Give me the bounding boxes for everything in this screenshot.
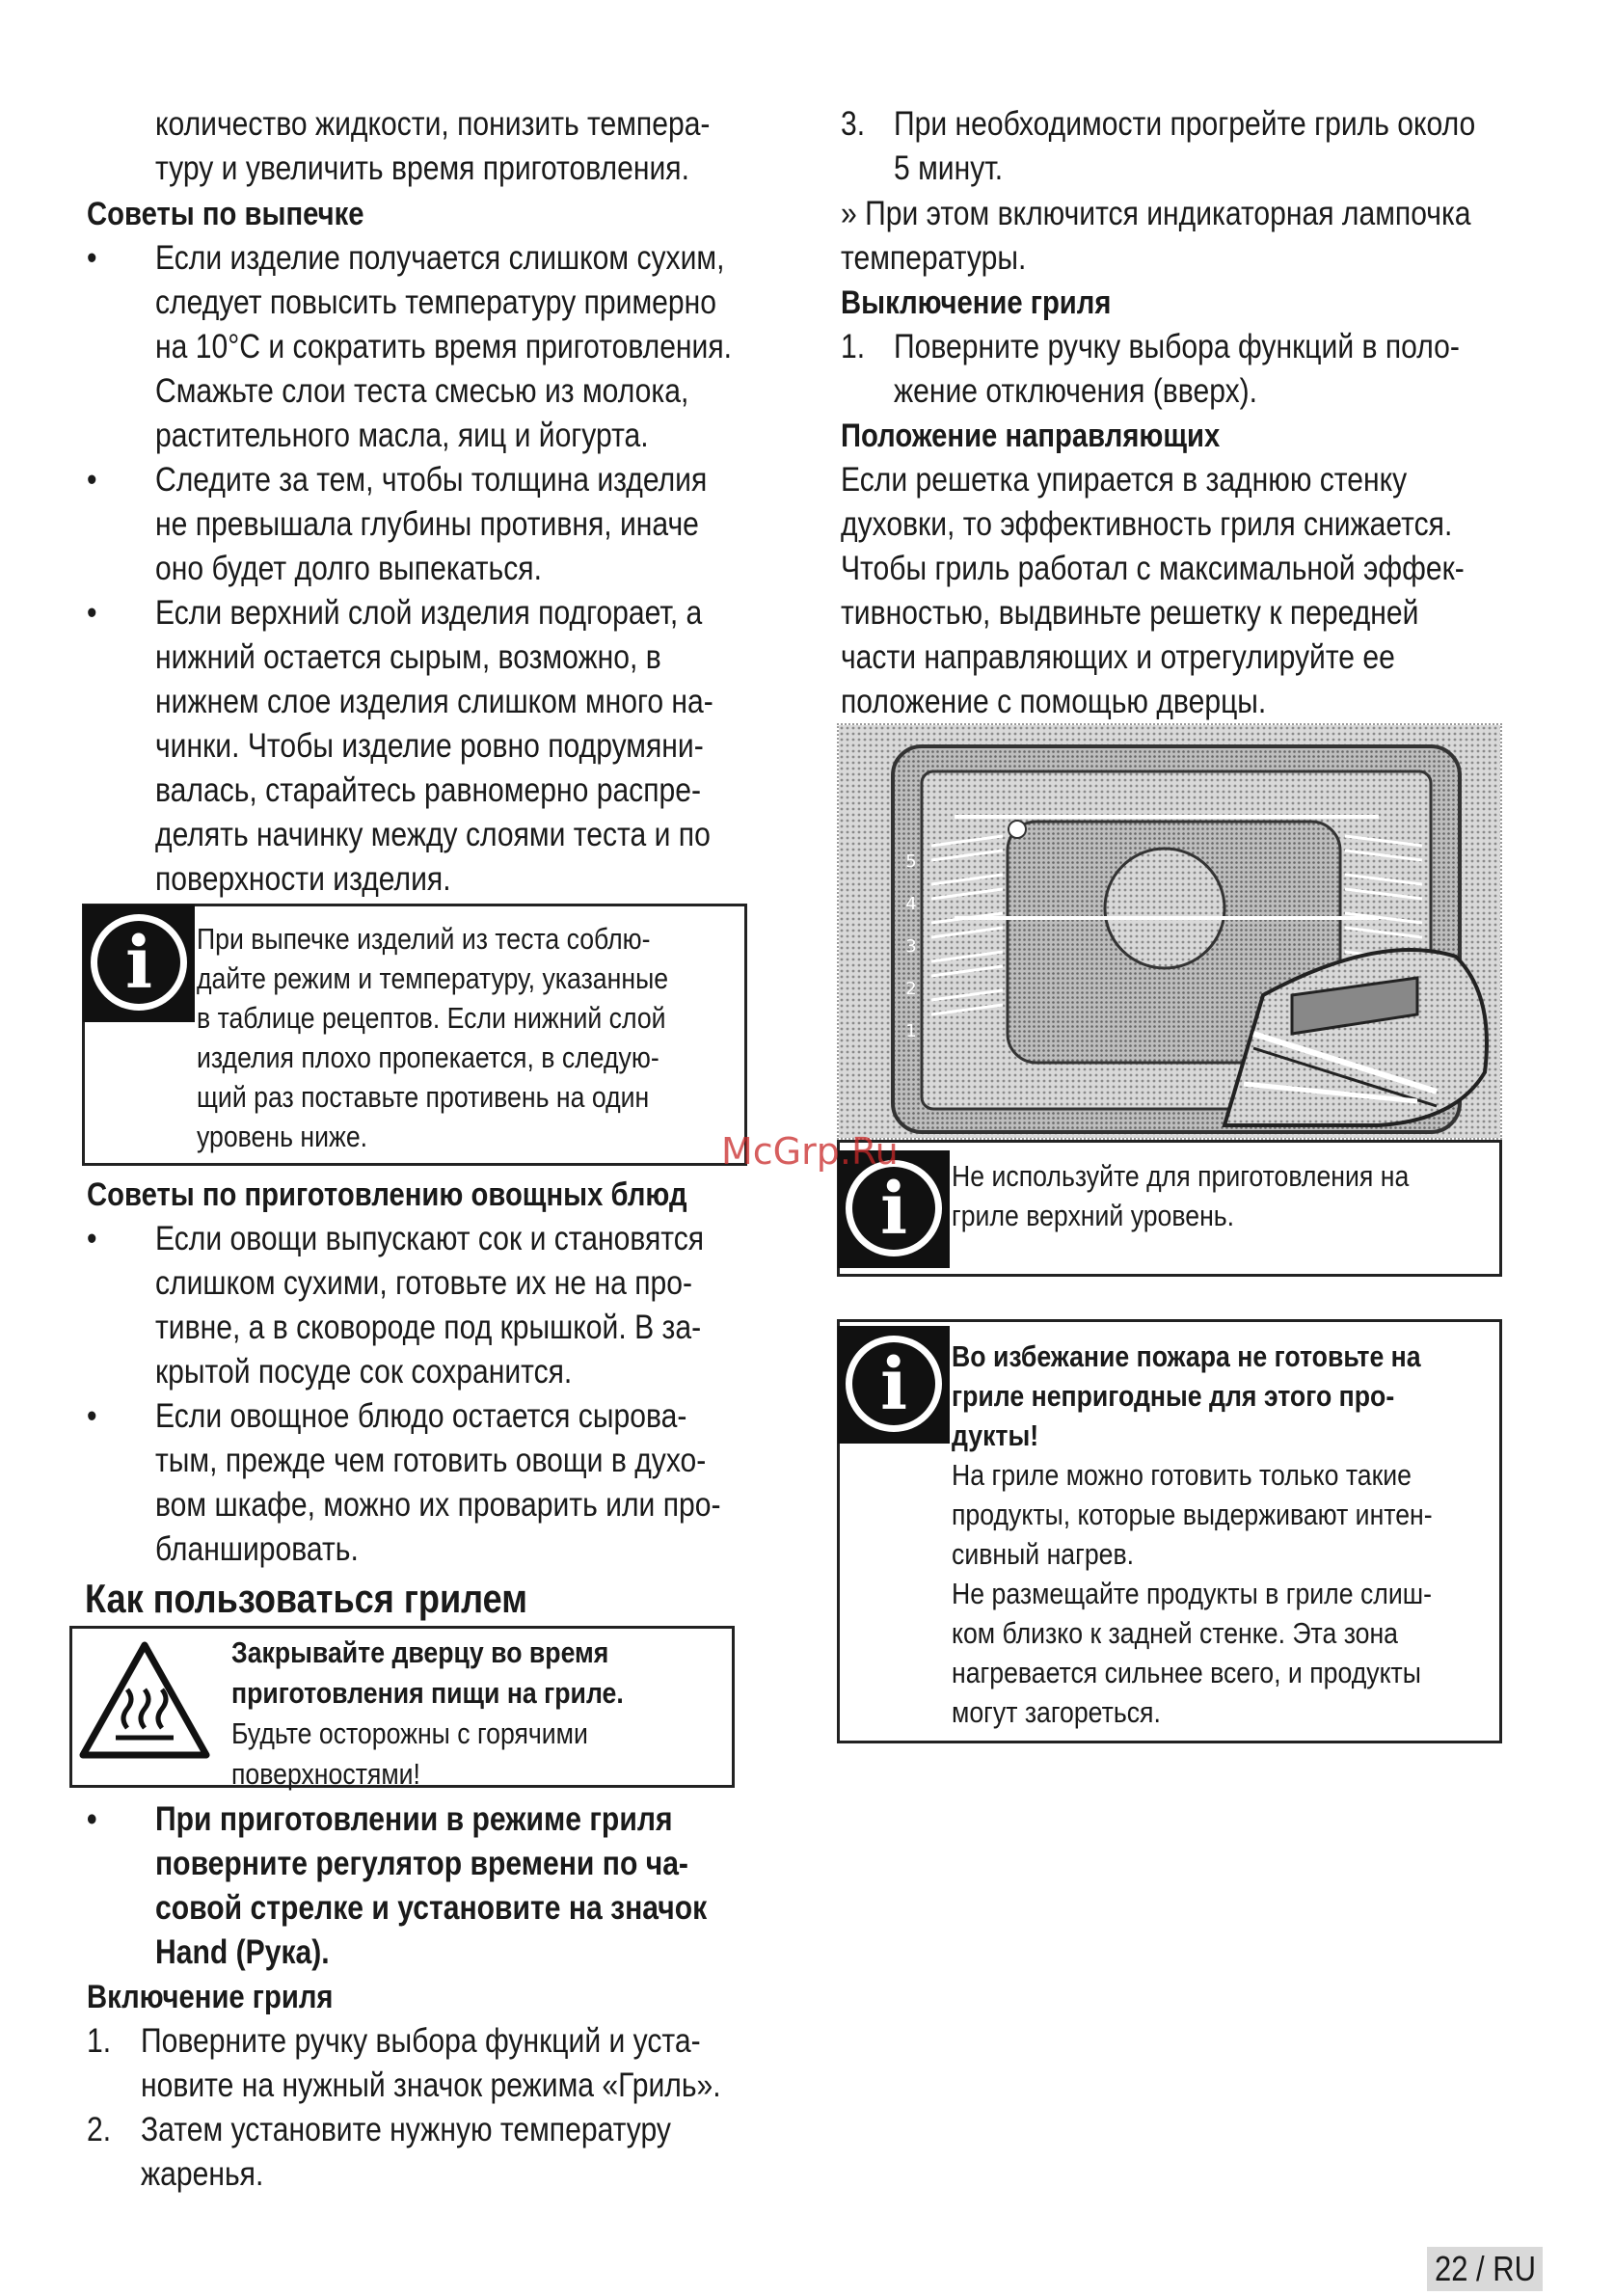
text-line: Закрывайте дверцу во время — [231, 1635, 609, 1669]
text-line: Во избежание пожара не готовьте на — [952, 1339, 1421, 1373]
text-line: Затем установите нужную температуру — [141, 2111, 671, 2148]
text-line: валась, старайтесь равномерно распре- — [155, 771, 702, 809]
text-line: Hand (Рука). — [155, 1933, 330, 1971]
text-line: ком близко к задней стенке. Эта зона — [952, 1616, 1399, 1650]
text-line: жаренья. — [141, 2155, 264, 2193]
text-line: изделия плохо пропекается, в следую- — [197, 1040, 659, 1074]
text-line: Смажьте слои теста смесью из молока, — [155, 372, 689, 410]
text-line: вом шкафе, можно их проварить или про- — [155, 1486, 721, 1524]
text-line: Если овощи выпускают сок и становятся — [155, 1220, 705, 1257]
text-line: При выпечке изделий из теста соблю- — [197, 922, 651, 956]
step-number: 2. — [87, 2111, 112, 2148]
text-line: могут загореться. — [952, 1695, 1161, 1729]
text-line: Если овощное блюдо остается сырова- — [155, 1397, 687, 1435]
text-line: сивный нагрев. — [952, 1537, 1135, 1571]
text-line: При приготовлении в режиме гриля — [155, 1800, 673, 1838]
text-line: тивне, а в сковороде под крышкой. В за- — [155, 1309, 702, 1346]
text-line: Если решетка упирается в заднюю стенку — [841, 461, 1408, 499]
text-line: совой стрелке и установите на значок — [155, 1889, 708, 1927]
section-heading-vegetables: Советы по приготовлению овощных блюд — [87, 1176, 687, 1213]
text-line: жение отключения (вверх). — [894, 372, 1258, 410]
rack-level-labels — [904, 841, 918, 1053]
text-line: растительного масла, яиц и йогурта. — [155, 417, 649, 454]
text-line: уровень ниже. — [197, 1120, 368, 1153]
bullet: • — [87, 461, 97, 499]
text-line: туру и увеличить время приготовления. — [155, 149, 689, 187]
text-line: » При этом включится индикаторная лампочка — [841, 195, 1471, 232]
text-line: поверхности изделия. — [155, 860, 451, 898]
text-line: слишком сухими, готовьте их не на про- — [155, 1264, 693, 1302]
text-line: положение с помощью дверцы. — [841, 683, 1267, 720]
text-line: тивностью, выдвиньте решетку к передней — [841, 594, 1419, 632]
text-line: оно будет долго выпекаться. — [155, 550, 542, 587]
watermark: McGrp.Ru — [721, 1130, 899, 1173]
section-heading-guides: Положение направляющих — [841, 418, 1221, 454]
text-line: нижний остается сырым, возможно, в — [155, 638, 661, 676]
rack-level-label: 4 — [905, 894, 917, 914]
bullet: • — [87, 239, 97, 277]
text-line: гриле непригодные для этого про- — [952, 1379, 1395, 1413]
step-number: 1. — [841, 328, 866, 365]
section-title-grill: Как пользоваться грилем — [85, 1576, 527, 1621]
text-line: духовки, то эффективность гриля снижается. — [841, 505, 1453, 543]
text-line: гриле верхний уровень. — [952, 1199, 1235, 1232]
text-line: Будьте осторожны с горячими — [231, 1716, 588, 1750]
text-line: части направляющих и отрегулируйте ее — [841, 638, 1395, 676]
text-line: дукты! — [952, 1418, 1039, 1452]
text-line: Если верхний слой изделия подгорает, а — [155, 594, 703, 632]
text-line: Не используйте для приготовления на — [952, 1159, 1410, 1193]
text-line: бланшировать. — [155, 1530, 359, 1568]
text-line: На гриле можно готовить только такие — [952, 1458, 1412, 1492]
text-line: Поверните ручку выбора функций в поло- — [894, 328, 1460, 365]
section-heading-grill-on: Включение гриля — [87, 1979, 334, 2015]
rack-level-label: 1 — [905, 1021, 917, 1041]
text-line: следует повысить температуру примерно — [155, 284, 717, 321]
page-number: 22 / RU — [1435, 2249, 1536, 2288]
info-icon: i — [83, 905, 195, 1022]
step-number: 1. — [87, 2022, 112, 2060]
oven-rack-illustration — [837, 723, 1502, 1140]
bullet: • — [87, 1800, 97, 1838]
text-line: крытой посуде сок сохранится. — [155, 1353, 573, 1391]
bullet: • — [87, 1397, 97, 1435]
rack-level-label: 3 — [905, 936, 917, 957]
text-line: чинки. Чтобы изделие ровно подрумяни- — [155, 727, 704, 765]
text-line: Не размещайте продукты в гриле слиш- — [952, 1577, 1433, 1610]
text-line: 5 минут. — [894, 149, 1004, 187]
step-number: 3. — [841, 105, 866, 143]
text-line: количество жидкости, понизить темпера- — [155, 105, 711, 143]
text-line: поверните регулятор времени по ча- — [155, 1845, 688, 1882]
text-line: Следите за тем, чтобы толщина изделия — [155, 461, 708, 499]
text-line: делять начинку между слоями теста и по — [155, 816, 711, 853]
rack-level-label: 2 — [905, 979, 917, 999]
text-line: тым, прежде чем готовить овощи в духо- — [155, 1442, 707, 1479]
hot-surface-warning-icon — [77, 1639, 212, 1763]
text-line: При необходимости прогрейте гриль около — [894, 105, 1476, 143]
text-line: приготовления пищи на гриле. — [231, 1676, 624, 1710]
text-line: температуры. — [841, 239, 1027, 277]
text-line: не превышала глубины противня, иначе — [155, 505, 699, 543]
text-line: нагревается сильнее всего, и продукты — [952, 1656, 1421, 1689]
text-line: Чтобы гриль работал с максимальной эффек- — [841, 550, 1465, 587]
text-line: Если изделие получается слишком сухим, — [155, 239, 725, 277]
bullet: • — [87, 594, 97, 632]
text-line: Поверните ручку выбора функций и уста- — [141, 2022, 701, 2060]
info-icon: i — [838, 1150, 950, 1268]
text-line: щий раз поставьте противень на один — [197, 1080, 650, 1114]
text-line: дайте режим и температуру, указанные — [197, 961, 669, 995]
info-icon: i — [838, 1326, 950, 1444]
text-line: нижнем слое изделия слишком много на- — [155, 683, 713, 720]
rack-level-label: 5 — [905, 851, 917, 872]
text-line: поверхностями! — [231, 1757, 420, 1791]
section-heading-grill-off: Выключение гриля — [841, 284, 1112, 321]
text-line: на 10°C и сократить время приготовления. — [155, 328, 733, 365]
section-heading-baking: Советы по выпечке — [87, 196, 364, 232]
text-line: новите на нужный значок режима «Гриль». — [141, 2066, 721, 2104]
text-line: в таблице рецептов. Если нижний слой — [197, 1001, 666, 1035]
text-line: продукты, которые выдерживают интен- — [952, 1498, 1433, 1531]
bullet: • — [87, 1220, 97, 1257]
